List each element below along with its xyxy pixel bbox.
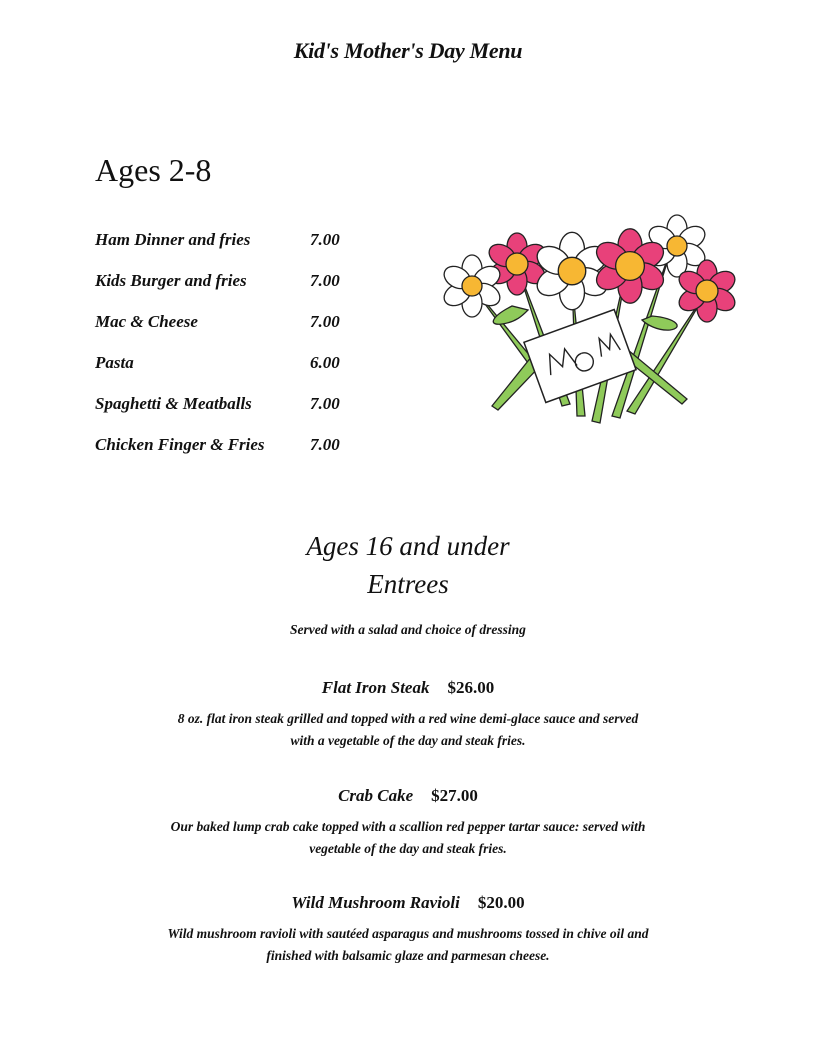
entree-heading: [0, 678, 816, 698]
entree-description: [88, 708, 728, 752]
menu-item-price: 7.00: [310, 312, 340, 331]
kids-menu-list: [95, 230, 365, 476]
entree-item: [0, 678, 816, 752]
older-section-title: [0, 527, 816, 603]
entree-price: $20.00: [477, 893, 525, 912]
entree-name: Crab Cake: [338, 786, 414, 805]
entree-description: [88, 816, 728, 860]
menu-item: [95, 394, 365, 435]
menu-item-price: 7.00: [310, 394, 340, 413]
menu-item-name: Kids Burger and fries: [95, 271, 247, 290]
entree-item: [0, 786, 816, 860]
menu-item-price: 7.00: [310, 230, 340, 249]
entree-description-line: Wild mushroom ravioli with sautéed asparagus and mushrooms tossed in chive oil and: [167, 926, 649, 941]
menu-item: [95, 271, 365, 312]
menu-item-price: 6.00: [310, 353, 340, 372]
entree-name: Flat Iron Steak: [321, 678, 430, 697]
menu-item-price: 7.00: [310, 271, 340, 290]
entree-description-line: vegetable of the day and steak fries.: [309, 841, 507, 856]
entree-description-line: Our baked lump crab cake topped with a scallion red pepper tartar sauce: served with: [170, 819, 646, 834]
entree-description-line: 8 oz. flat iron steak grilled and topped with a red wine demi-glace sauce and served: [177, 711, 639, 726]
kids-section-title: Ages 2-8: [95, 152, 212, 188]
menu-item: [95, 353, 365, 394]
menu-item-name: Mac & Cheese: [95, 312, 198, 331]
entree-name: Wild Mushroom Ravioli: [291, 893, 460, 912]
entree-description: [88, 923, 728, 967]
flower-bouquet-icon: [432, 206, 742, 438]
served-note: Served with a salad and choice of dressing: [290, 622, 526, 637]
older-section-title-line1: Ages 16 and under: [306, 531, 510, 561]
menu-item-name: Pasta: [95, 353, 134, 372]
entree-heading: [0, 893, 816, 913]
menu-item: [95, 435, 365, 476]
entree-item: [0, 893, 816, 967]
entree-heading: [0, 786, 816, 806]
menu-item-name: Chicken Finger & Fries: [95, 435, 265, 454]
older-section-title-line2: Entrees: [367, 569, 449, 599]
menu-item-name: Spaghetti & Meatballs: [95, 394, 252, 413]
menu-item-name: Ham Dinner and fries: [95, 230, 251, 249]
page-title: Kid's Mother's Day Menu: [293, 38, 523, 63]
menu-item: [95, 230, 365, 271]
entree-price: $27.00: [431, 786, 478, 805]
entree-description-line: with a vegetable of the day and steak fries.: [290, 733, 526, 748]
entree-price: $26.00: [447, 678, 495, 697]
menu-item-price: 7.00: [310, 435, 340, 454]
menu-item: [95, 312, 365, 353]
entree-description-line: finished with balsamic glaze and parmesan cheese.: [266, 948, 550, 963]
